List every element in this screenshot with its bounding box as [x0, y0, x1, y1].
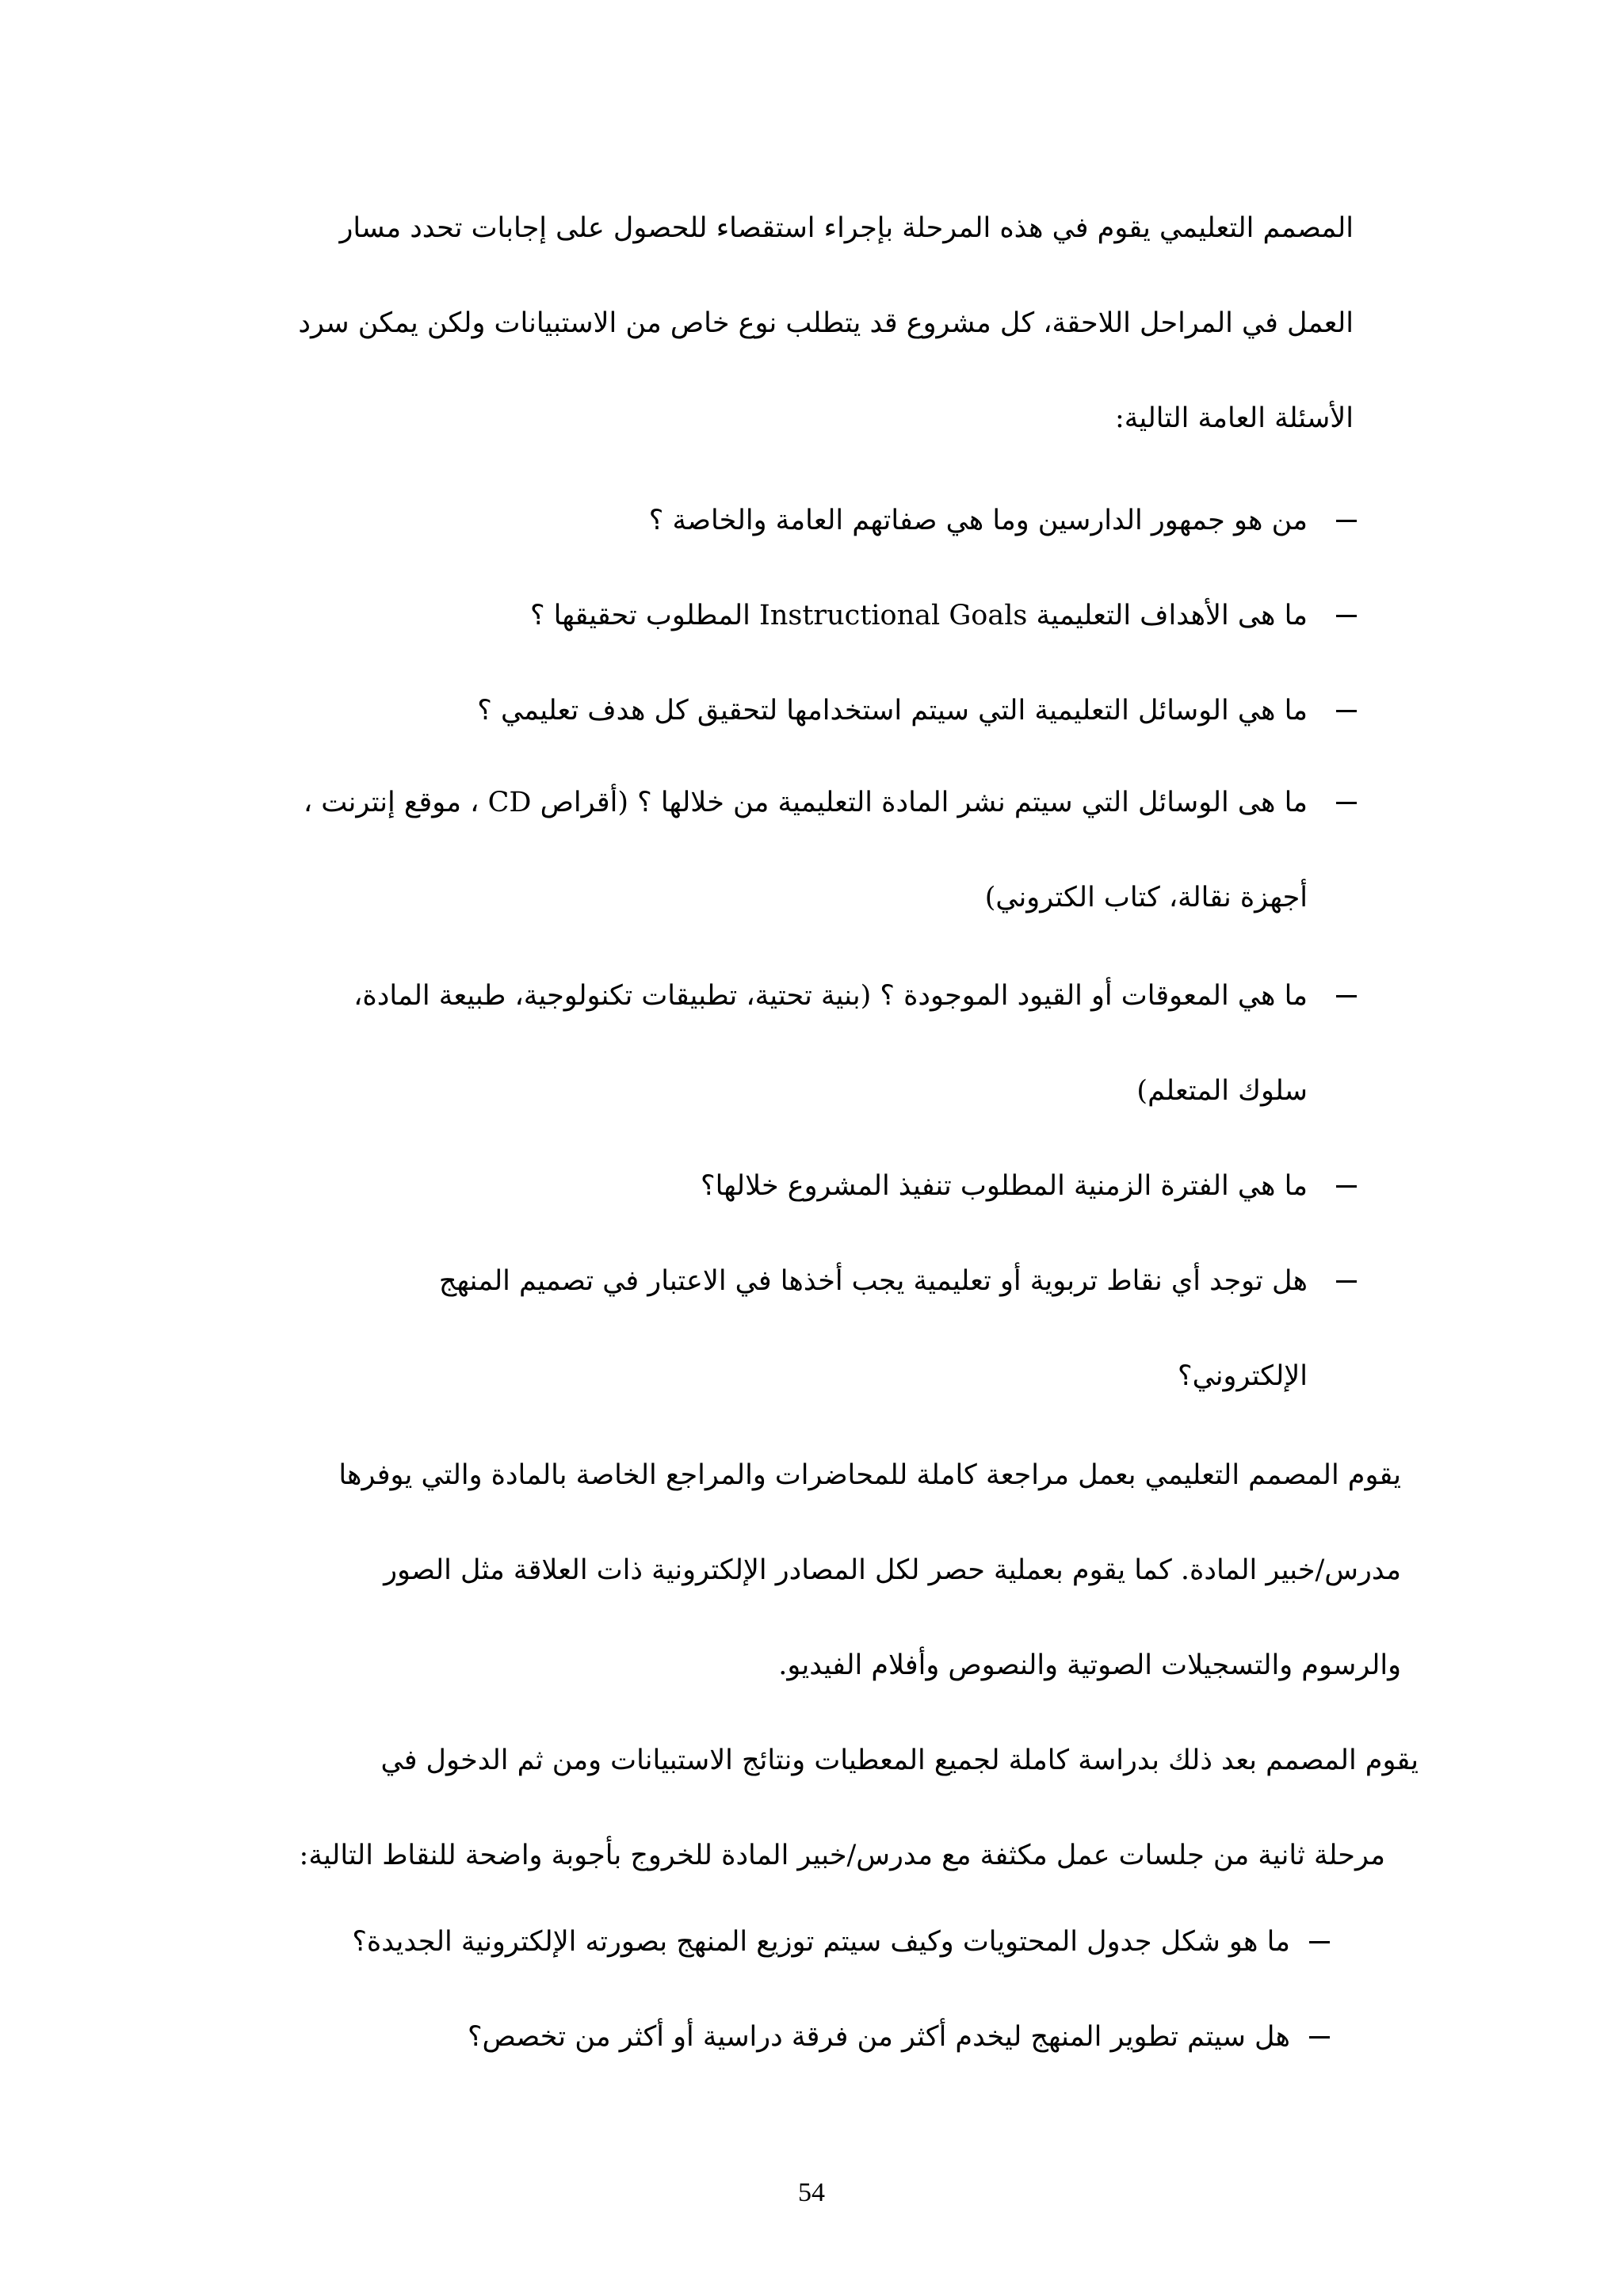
- bullet-dash: [1336, 710, 1357, 712]
- review-line-1: يقوم المصمم التعليمي بعمل مراجعة كاملة للمحاضرات والمراجع الخاصة بالمادة والتي يوفرها: [338, 1459, 1401, 1491]
- question-item: من هو جمهور الدارسين وما هي صفاتهم العامة والخاصة ؟: [648, 505, 1308, 536]
- bullet-dash: [1336, 995, 1357, 997]
- review-line-2: مدرس/خبير المادة. كما يقوم بعملية حصر لكل المصادر الإلكترونية ذات العلاقة مثل الصور: [384, 1554, 1401, 1586]
- bullet-dash: [1336, 802, 1357, 804]
- review-line-3: والرسوم والتسجيلات الصوتية والنصوص وأفلام الفيديو.: [778, 1650, 1401, 1681]
- bullet-dash: [1309, 1941, 1330, 1943]
- question-item: ما هى الوسائل التي سيتم نشر المادة التعليمية من خلالها ؟ (أقراص CD ، موقع إنترنت ،: [303, 787, 1308, 818]
- question-item-continuation: سلوك المتعلم): [1136, 1075, 1308, 1107]
- question-item: ما هى الأهداف التعليمية Instructional Goals المطلوب تحقيقها ؟: [529, 600, 1308, 631]
- question-item: هل سيتم تطوير المنهج ليخدم أكثر من فرقة دراسية أو أكثر من تخصص؟: [467, 2021, 1290, 2053]
- bullet-dash: [1336, 1280, 1357, 1283]
- bullet-dash: [1336, 520, 1357, 522]
- bullet-dash: [1336, 615, 1357, 617]
- bullet-dash: [1336, 1185, 1357, 1188]
- intro-line-2: العمل في المراحل اللاحقة، كل مشروع قد يتطلب نوع خاص من الاستبيانات ولكن يمكن سرد: [298, 307, 1354, 339]
- question-item: ما هي المعوقات أو القيود الموجودة ؟ (بنية تحتية، تطبيقات تكنولوجية، طبيعة المادة،: [353, 980, 1308, 1012]
- study-line-2: مرحلة ثانية من جلسات عمل مكثفة مع مدرس/خبير المادة للخروج بأجوبة واضحة للنقاط التالية:: [299, 1840, 1385, 1871]
- question-item: هل توجد أي نقاط تربوية أو تعليمية يجب أخذها في الاعتبار في تصميم المنهج: [438, 1265, 1308, 1297]
- question-item: ما هو شكل جدول المحتويات وكيف سيتم توزيع المنهج بصورته الإلكترونية الجديدة؟: [352, 1926, 1290, 1958]
- question-item-continuation: أجهزة نقالة، كتاب الكتروني): [984, 882, 1308, 913]
- intro-line-1: المصمم التعليمي يقوم في هذه المرحلة بإجراء استقصاء للحصول على إجابات تحدد مسار: [339, 212, 1354, 244]
- study-line-1: يقوم المصمم بعد ذلك بدراسة كاملة لجميع المعطيات ونتائج الاستبيانات ومن ثم الدخول في: [380, 1745, 1419, 1776]
- intro-line-3: الأسئلة العامة التالية:: [1114, 402, 1354, 434]
- question-item: ما هي الفترة الزمنية المطلوب تنفيذ المشروع خلالها؟: [701, 1170, 1308, 1202]
- page-number: 54: [798, 2178, 825, 2207]
- bullet-dash: [1309, 2036, 1330, 2039]
- question-item-continuation: الإلكتروني؟: [1178, 1360, 1308, 1392]
- question-item: ما هي الوسائل التعليمية التي سيتم استخدامها لتحقيق كل هدف تعليمي ؟: [477, 695, 1308, 727]
